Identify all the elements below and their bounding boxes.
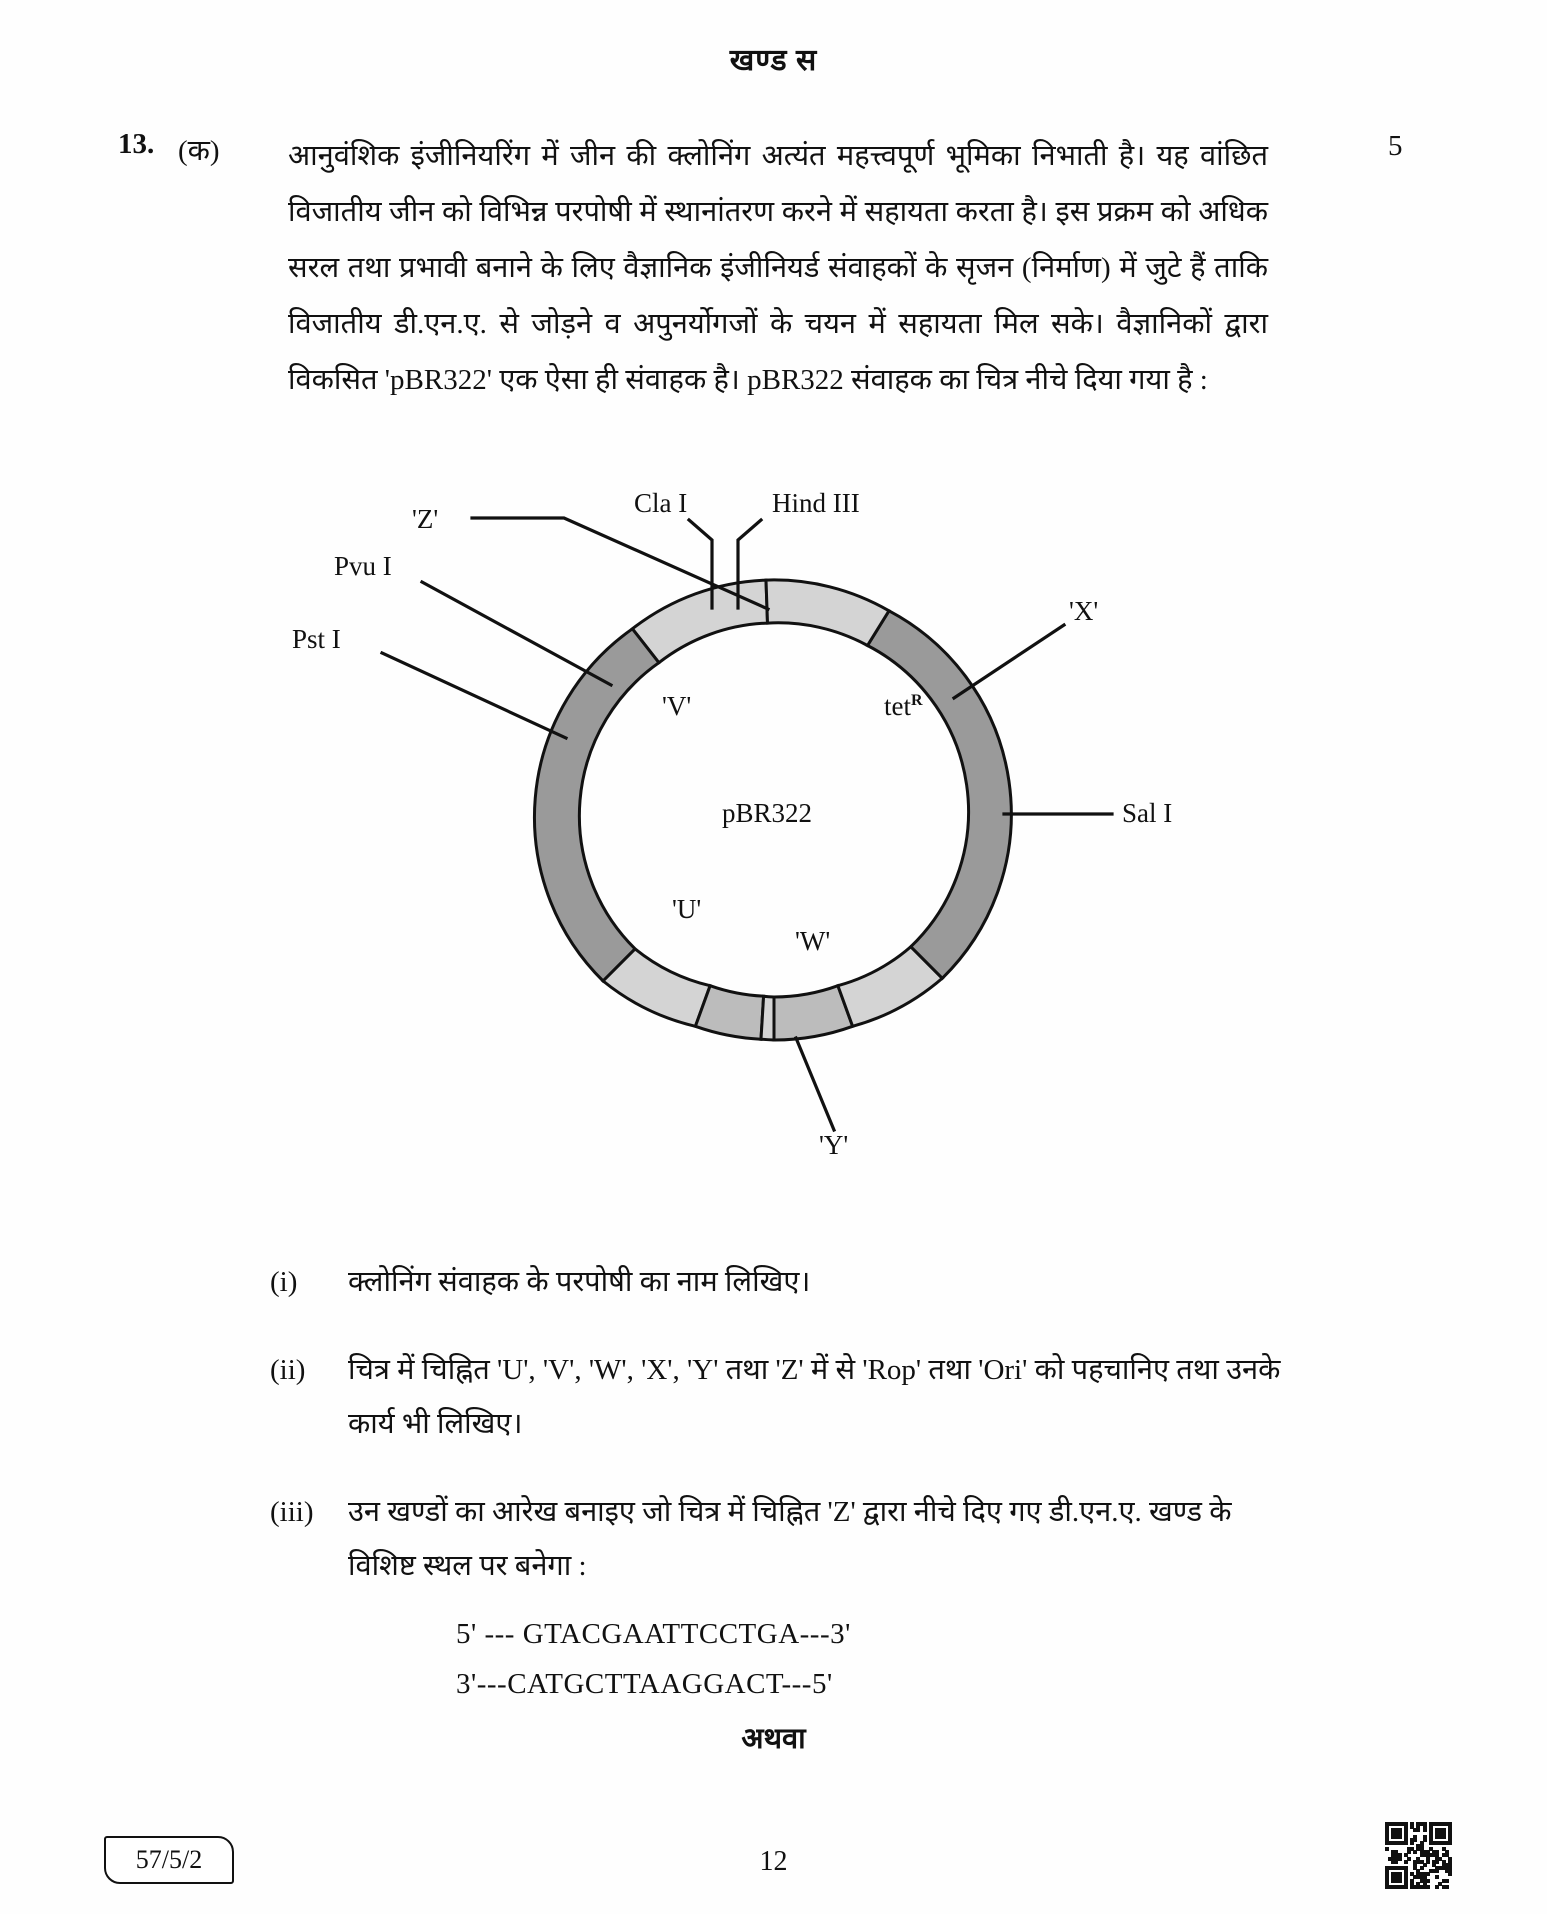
sub-question-i-marker: (i)	[270, 1266, 298, 1298]
figure-label-z: 'Z'	[411, 504, 438, 534]
sub-question-ii-text: चित्र में चिह्नित 'U', 'V', 'W', 'X', 'Y' तथा 'Z' में से 'Rop' तथा 'Ori' को पहचानिए तथा उनके कार्य भी लिखिए।	[348, 1354, 1281, 1440]
dna-sequence-block	[456, 1609, 1288, 1709]
figure-label-w: 'W'	[794, 926, 830, 956]
sub-question-ii-content	[348, 1343, 1288, 1451]
page-footer	[0, 1818, 1547, 1888]
sub-question-ii	[270, 1343, 1450, 1451]
figure-label-tet-superscript: R	[910, 692, 923, 709]
qr-code-icon	[1385, 1822, 1451, 1888]
figure-label-u: 'U'	[671, 894, 701, 924]
question-paragraph	[288, 128, 1268, 408]
sub-question-i-content	[348, 1255, 1288, 1309]
figure-label-cla: Cla I	[633, 488, 687, 518]
paper-code-badge: 57/5/2	[104, 1836, 234, 1884]
ring-segment-left-dark	[534, 629, 658, 981]
pbr322-diagram-svg	[274, 470, 1274, 1160]
leader-line-x	[954, 625, 1064, 698]
question-block	[118, 128, 1438, 408]
figure-label-v: 'V'	[661, 691, 691, 721]
figure-label-pvu: Pvu I	[333, 551, 392, 581]
ring-segment-top-light	[632, 580, 767, 663]
question-number: 13.	[118, 128, 155, 160]
leader-line-pst	[382, 653, 566, 738]
sub-question-i	[270, 1255, 1450, 1309]
figure-label-hind: Hind III	[771, 488, 860, 518]
ring-segment-right-dark	[867, 611, 1011, 979]
pbr322-figure	[0, 470, 1547, 1160]
ring-segment-u-mid	[695, 986, 763, 1039]
page-number: 12	[759, 1846, 788, 1877]
figure-label-pst: Pst I	[291, 624, 341, 654]
figure-label-sal: Sal I	[1121, 798, 1172, 828]
sub-questions-list	[270, 1255, 1450, 1743]
leader-line-y	[796, 1038, 834, 1130]
question-part-label: (क)	[178, 135, 220, 167]
figure-label-tet-base: tet	[883, 691, 911, 721]
sub-question-ii-marker: (ii)	[270, 1354, 306, 1386]
dna-sequence-bottom-strand: 3'---CATGCTTAAGGACT---5'	[456, 1668, 833, 1700]
section-heading: खण्ड स	[729, 44, 818, 77]
sub-question-iii	[270, 1485, 1450, 1709]
figure-label-tet	[884, 691, 923, 721]
ring-segment-bottom-light	[761, 996, 774, 1040]
sub-question-iii-content	[348, 1485, 1288, 1709]
ring-segment-topright-light	[766, 580, 889, 646]
question-paragraph-text: आनुवंशिक इंजीनियरिंग में जीन की क्लोनिंग अत्यंत महत्त्वपूर्ण भूमिका निभाती है। यह वांछित विजातीय जीन को विभिन्न परपोषी में स्थानांतरण करने में सहायता करता है। इस प्रक्रम को अधिक सरल तथा प्रभावी बनाने के लिए वैज्ञानिक इंजीनियर्ड संवाहकों के सृजन (निर्माण) में जुटे हैं ताकि विजातीय डी.एन.ए. से जोड़ने व अपुनर्योगजों के चयन में सहायता मिल सके। वैज्ञानिकों द्वारा विकसित 'pBR322' एक ऐसा ही संवाहक है। pBR322 संवाहक का चित्र नीचे दिया गया है :	[288, 140, 1268, 396]
sub-question-iii-text: उन खण्डों का आरेख बनाइए जो चित्र में चिह्नित 'Z' द्वारा नीचे दिए गए डी.एन.ए. खण्ड के विशिष्ट स्थल पर बनेगा :	[348, 1496, 1232, 1582]
leader-line-pvu	[422, 582, 611, 685]
figure-center-label: pBR322	[721, 798, 812, 828]
sub-question-iii-marker: (iii)	[270, 1496, 314, 1528]
question-marks: 5	[1388, 130, 1403, 162]
figure-label-y: 'Y'	[818, 1130, 848, 1160]
dna-sequence-top-strand: 5' --- GTACGAATTCCTGA---3'	[456, 1618, 851, 1650]
alternative-question-label: अथवा	[741, 1723, 806, 1755]
figure-label-x: 'X'	[1068, 596, 1098, 626]
sub-question-i-text: क्लोनिंग संवाहक के परपोषी का नाम लिखिए।	[348, 1266, 811, 1298]
